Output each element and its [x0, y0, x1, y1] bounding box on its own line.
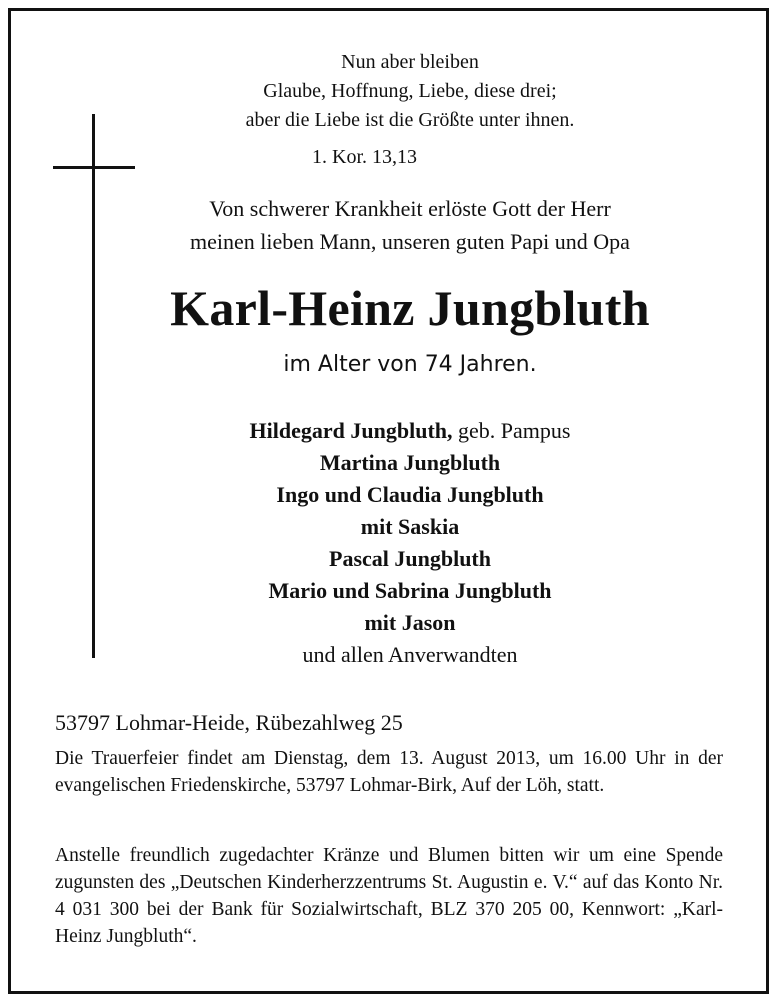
- intro-line: Von schwerer Krankheit erlöste Gott der Herr: [209, 196, 611, 221]
- deceased-age: im Alter von 74 Jahren.: [283, 352, 537, 377]
- mourner-line: Mario und Sabrina Jungbluth: [268, 578, 552, 603]
- bible-verse: [140, 48, 680, 135]
- mourner-name: Hildegard Jungbluth,: [249, 418, 453, 443]
- verse-line: Glaube, Hoffnung, Liebe, diese drei;: [263, 80, 557, 102]
- family-address: 53797 Lohmar-Heide, Rübezahlweg 25: [55, 710, 403, 735]
- verse-line: aber die Liebe ist die Größte unter ihnen.: [245, 109, 575, 131]
- mourner-line: mit Saskia: [360, 514, 460, 539]
- cross-icon: [92, 114, 95, 658]
- mourner-line: mit Jason: [364, 610, 456, 635]
- funeral-info: Die Trauerfeier findet am Dienstag, dem 13. August 2013, um 16.00 Uhr in der evangelischen Friedenskirche, 53797 Lohmar-Birk, Auf der Löh, statt.: [55, 748, 723, 796]
- mourner-line: [140, 415, 680, 447]
- mourners-list: [140, 415, 680, 671]
- intro-line: meinen lieben Mann, unseren guten Papi und Opa: [190, 229, 630, 254]
- mourner-line: Martina Jungbluth: [319, 450, 501, 475]
- cross-icon-crossbar: [53, 166, 135, 169]
- mourner-line: Pascal Jungbluth: [329, 546, 491, 571]
- mourner-line: Ingo und Claudia Jungbluth: [276, 482, 544, 507]
- donation-info: Anstelle freundlich zugedachter Kränze und Blumen bitten wir um eine Spende zugunsten des „Deutschen Kinderherzzentrums St. Augustin e. V.“ auf das Konto Nr. 4 031 300 bei der Bank für Sozialwirtschaft, BLZ 370 205 00, Kennwort: „Karl-Heinz Jungbluth“.: [55, 845, 723, 947]
- announcement-intro: [140, 192, 680, 258]
- mourners-closing: und allen Anverwandten: [302, 642, 518, 667]
- deceased-name: Karl-Heinz Jungbluth: [170, 280, 650, 336]
- mourner-maiden-name: geb. Pampus: [452, 418, 571, 443]
- verse-reference: 1. Kor. 13,13: [312, 146, 417, 168]
- verse-line: Nun aber bleiben: [341, 51, 479, 73]
